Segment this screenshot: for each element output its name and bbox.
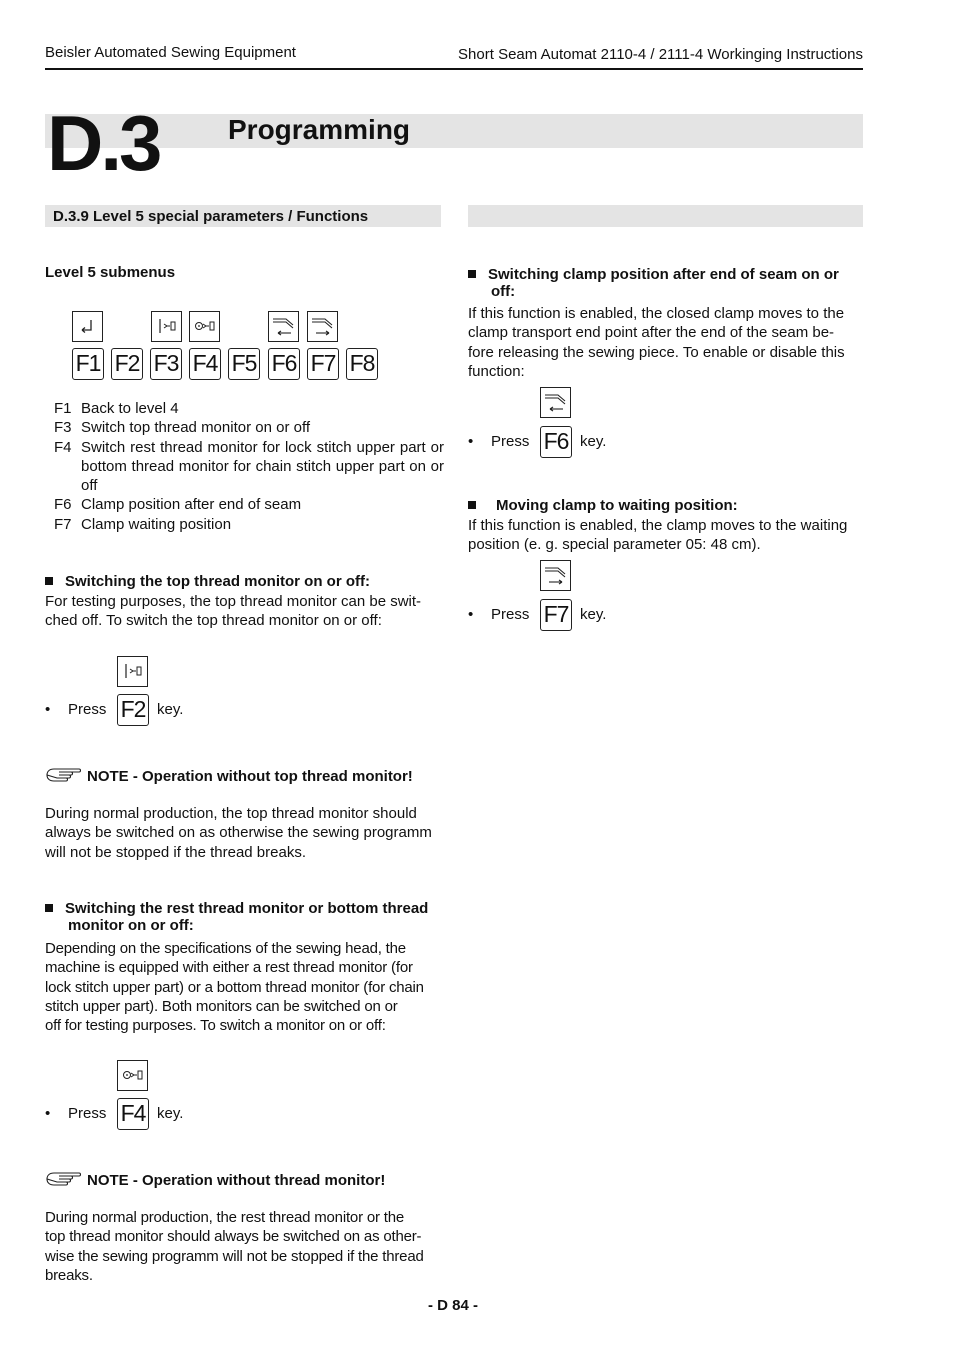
f2-key[interactable]: F2	[117, 694, 149, 726]
f4-key[interactable]: F4	[189, 348, 221, 380]
submenus-heading: Level 5 submenus	[45, 264, 176, 281]
list-key: F1	[54, 400, 72, 417]
header-right: Short Seam Automat 2110-4 / 2111-4 Workinging Instructions	[458, 46, 863, 63]
pointing-hand-icon	[45, 765, 83, 789]
f5-key[interactable]: F5	[228, 348, 260, 380]
top-thread-heading: Switching the top thread monitor on or off:	[45, 573, 370, 590]
list-item	[54, 418, 444, 437]
list-text: Switch top thread monitor on or off	[81, 419, 311, 437]
press-label: Press	[68, 701, 107, 718]
bullet-dot: •	[45, 1105, 51, 1122]
key-suffix: key.	[580, 433, 607, 450]
note2-heading: NOTE - Operation without thread monitor!	[45, 1169, 385, 1193]
press-label: Press	[491, 606, 530, 623]
list-item	[54, 495, 444, 514]
key-suffix: key.	[580, 606, 607, 623]
list-item	[54, 515, 444, 534]
note1-heading: NOTE - Operation without top thread monitor!	[45, 765, 413, 789]
list-text: Switch rest thread monitor for lock stitch upper part or bottom thread monitor for chain stitch upper part on or off	[81, 438, 444, 495]
rest-thread-heading: Switching the rest thread monitor or bottom thread monitor on or off:	[45, 900, 428, 934]
top-thread-monitor-icon	[151, 311, 182, 342]
clamp-end-body: If this function is enabled, the closed clamp moves to the clamp transport end point after the end of the seam be- fore releasing the sewing piece. To enable or disable this function:	[468, 305, 845, 380]
f7-key[interactable]: F7	[540, 599, 572, 631]
list-key: F4	[54, 438, 72, 456]
f7-key[interactable]: F7	[307, 348, 339, 380]
page-title: Programming	[228, 114, 411, 145]
section-bar-left	[45, 205, 441, 227]
bullet-dot: •	[468, 606, 474, 623]
list-text: Back to level 4	[81, 400, 179, 417]
square-bullet-icon	[468, 270, 476, 278]
note1-body: During normal production, the top thread monitor should always be switched on as otherwise the sewing programm will not be stopped if the thread breaks.	[45, 805, 432, 861]
list-item	[54, 438, 444, 496]
f3-key[interactable]: F3	[150, 348, 182, 380]
section-title: D.3.9 Level 5 special parameters / Functions	[53, 208, 369, 225]
function-list	[54, 399, 444, 534]
square-bullet-icon	[45, 577, 53, 585]
press-label: Press	[68, 1105, 107, 1122]
list-key: F3	[54, 419, 72, 437]
pointing-hand-icon	[45, 1169, 83, 1193]
clamp-waiting-position-icon	[307, 311, 338, 342]
press-label: Press	[491, 433, 530, 450]
key-suffix: key.	[157, 701, 184, 718]
clamp-wait-body: If this function is enabled, the clamp moves to the waiting position (e. g. special parameter 05: 48 cm).	[468, 517, 848, 554]
f4-key[interactable]: F4	[117, 1098, 149, 1130]
return-arrow-icon	[72, 311, 103, 342]
clamp-wait-heading: Moving clamp to waiting position:	[468, 497, 738, 514]
list-text: Clamp position after end of seam	[81, 496, 302, 514]
section-bar-right	[468, 205, 863, 227]
title-bar	[45, 114, 863, 148]
page-number: - D 84 -	[427, 1297, 478, 1314]
rest-thread-monitor-icon	[189, 311, 220, 342]
list-item	[54, 399, 444, 418]
f8-key[interactable]: F8	[346, 348, 378, 380]
rest-thread-body: Depending on the specifications of the sewing head, the machine is equipped with either a rest thread monitor (for lock stitch upper part) or a bottom thread monitor (for chain stitch upper part). Both monitors can be switched on or off for testing purposes. To switch a monitor on or off:	[45, 940, 424, 1035]
clamp-end-position-icon	[540, 387, 571, 418]
key-suffix: key.	[157, 1105, 184, 1122]
header-left: Beisler Automated Sewing Equipment	[45, 44, 296, 61]
list-key: F7	[54, 515, 72, 533]
list-key: F6	[54, 496, 72, 514]
bullet-dot: •	[45, 701, 51, 718]
f2-key[interactable]: F2	[111, 348, 143, 380]
square-bullet-icon	[468, 501, 476, 509]
clamp-end-heading: Switching clamp position after end of seam on or off:	[468, 266, 839, 300]
rest-thread-monitor-icon	[117, 1060, 148, 1091]
f6-key[interactable]: F6	[540, 426, 572, 458]
square-bullet-icon	[45, 904, 53, 912]
clamp-end-position-icon	[268, 311, 299, 342]
top-thread-monitor-icon	[117, 656, 148, 687]
header-rule	[45, 68, 863, 70]
f1-key[interactable]: F1	[72, 348, 104, 380]
note2-body: During normal production, the rest thread monitor or the top thread monitor should always be switched on as other- wise the sewing programm will not be stopped if the thread breaks.	[45, 1209, 424, 1284]
f6-key[interactable]: F6	[268, 348, 300, 380]
list-text: Clamp waiting position	[81, 515, 232, 533]
clamp-waiting-position-icon	[540, 560, 571, 591]
top-thread-body: For testing purposes, the top thread monitor can be swit- ched off. To switch the top thread monitor on or off:	[45, 593, 422, 630]
chapter-number: D.3	[47, 99, 160, 187]
bullet-dot: •	[468, 433, 474, 450]
